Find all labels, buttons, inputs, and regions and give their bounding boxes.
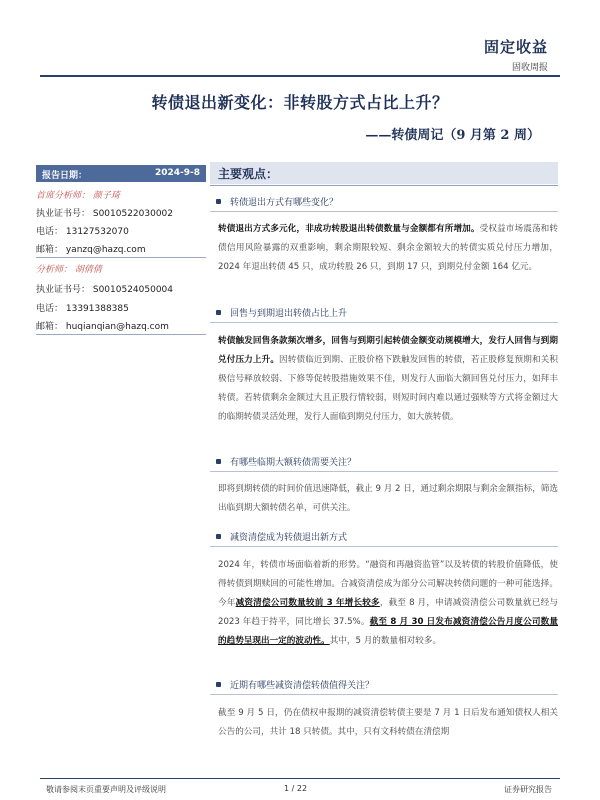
chief-analyst-name: 首席分析师： 颜子琦 [36, 191, 120, 201]
section-heading: 近期有哪些减资清偿转债值得关注？ [216, 678, 374, 691]
bullet-icon [216, 310, 221, 315]
section-paragraph: 截至 9 月 5 日，仍在债权申报期的减资清偿转债主要是 7 月 1 日后发布通知债权人相关公告的公司，共计 18 只转债。其中，只有文科转债在清偿期 [218, 708, 558, 737]
report-date-bar [36, 165, 206, 182]
key-views-title: 主要观点： [218, 167, 279, 181]
section-heading: 减资清偿成为转债退出新方式 [216, 530, 347, 543]
chief-analyst-phone: 电话： 13127532070 [36, 227, 129, 237]
section-heading: 回售与到期退出转债占比上升 [216, 306, 347, 319]
key-views-divider [210, 185, 558, 186]
analyst-cert: 执业证书号： S0010524050004 [36, 285, 174, 295]
section-heading: 有哪些临期大额转债需要关注？ [216, 455, 356, 468]
bullet-icon [216, 534, 221, 539]
analyst-separator-bottom [36, 334, 206, 335]
report-title: 转债退出新变化：非转股方式占比上升？ [151, 93, 449, 112]
section-divider [210, 211, 558, 212]
header-divider [40, 75, 560, 77]
key-views-header [210, 162, 558, 184]
chief-analyst-cert: 执业证书号： S0010522030002 [36, 209, 174, 219]
analyst-phone: 电话： 13391388385 [36, 304, 129, 314]
section-divider [210, 322, 558, 323]
section-divider [210, 694, 558, 695]
section-divider [210, 546, 558, 547]
analyst-name: 分析师： 胡倩倩 [36, 265, 102, 275]
footer-brand: 证券研究报告 [504, 785, 552, 794]
report-subcategory: 固收周报 [511, 63, 548, 73]
section-paragraph: 转债退出方式多元化，非成功转股退出转债数量与金额都有所增加。受权益市场震荡和转债信用风险暴露的双重影响，剩余期限较短、剩余金额较大的转债实质兑付压力增加，2024 年退出转债 45 只，成功转股 26 只，到期 17 只，到期兑付金额 164 亿元。 [218, 224, 558, 272]
section-heading: 转债退出方式有哪些变化？ [216, 195, 338, 208]
section-divider [210, 471, 558, 472]
bullet-icon [216, 199, 221, 204]
bullet-icon [216, 682, 221, 687]
page-number: 1 / 22 [284, 784, 308, 793]
section-paragraph: 转债触发回售条款频次增多，回售与到期引起转债金额变动规模增大，发行人回售与到期兑付压力上升。因转债临近到期、正股价格下跌触发回售的转债，若正股修复预期和关积极信号释放较弱、下修等促转股措施效果不佳，则发行人面临大额回售兑付压力，如拜丰转债。若转债剩余金额过大且正股行情较弱，则短时间内难以通过强赎等方式将金额过大的临期转债灵活处理，发行人面临到期兑付压力，如大族转债。 [218, 336, 558, 422]
report-subtitle: ——转债周记（9 月第 2 周） [365, 128, 540, 143]
bullet-icon [216, 459, 221, 464]
analyst-separator [36, 257, 206, 258]
report-category: 固定收益 [483, 38, 548, 56]
analyst-email[interactable]: 邮箱： huqianqian@hazq.com [36, 322, 169, 332]
chief-analyst-email[interactable]: 邮箱： yanzq@hazq.com [36, 245, 146, 255]
footer-disclaimer[interactable]: 敬请参阅末页重要声明及评级说明 [46, 785, 166, 794]
section-paragraph: 2024 年，转债市场面临着新的形势。“融资和再融资监管”以及转债的转股价值降低，使得转债到期赎回的可能性增加。合减资清偿成为部分公司解决转债问题的一种可能选择。今年减资清偿公司数量较前 3 年增长较多，截至 8 月，申请减资清偿公司数量就已经与 2023 年趋于持平，同比增长 37.5%。截至 8 月 30 日发布减资清偿公告月度公司数量的趋势呈现出一定的波动性。其中，5 月的数量相对较多。 [218, 560, 558, 646]
report-date-label: 报告日期： [42, 171, 88, 181]
section-paragraph: 即将到期转债的时间价值迅速降低，截止 9 月 2 日，通过剩余期限与剩余金额指标，筛选出临到期大额转债名单，可供关注。 [218, 484, 558, 513]
report-date-value: 2024-9-8 [154, 168, 200, 178]
footer-divider [40, 778, 560, 779]
